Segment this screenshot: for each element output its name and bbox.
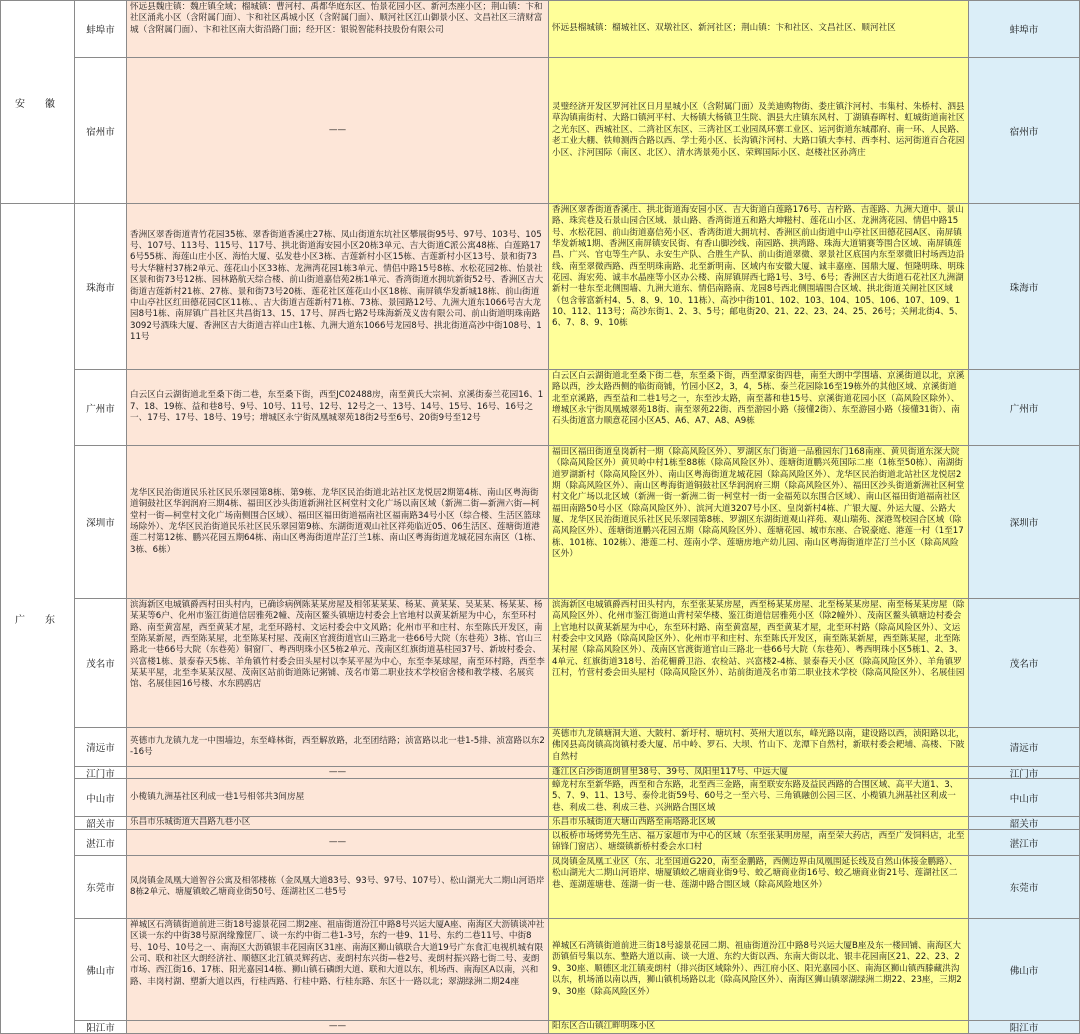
mid-risk-cell: 滨海新区电城镇爵西村田头村内，东至张某某房屋，西至杨某某房屋、北至杨某某房屋、南至杨某某房屋（除高风险区外）、化州市鉴江街道山背村荣华楼、鉴江街道信居雅苑小区（除2幢外）、茂南区鳌头镇塘边村委会上官地村以黄某新屋为中心，东至环村路、南至黄富屋，西至黄某才屋，北至环村路（除高风险区外）、文运村委会中文风路（除高风险区外）、化州市平和庄村、东至陈氏开发区，南至陈某新屋，西至陈某屋，北至陈某村屋（除高风险区外）、茂南区官渡街道官山三路北一巷66号大院（东巷苑）、粤西明珠小区5栋1、2、3、4单元、红旗街道318号、治花楣爵卫浴、农检站、兴富楼2-4栋、景泰春天小区（除高风险区外）、羊角镇罗江村，竹营村委会田头屋村（除高风险区外）、站前街道茂名市第二职业技术学校（除高风险区外）、名展佳园 [548,598,969,728]
city-cell [74,855,127,919]
mid-risk-text: 蓬江区白沙街道朗冒里38号、39号、凤阳里117号、中远大厦 [552,766,788,777]
high-risk-cell [126,829,549,856]
city-cell [74,0,127,58]
mid-risk-text: 灵璧经济开发区罗河社区日月星城小区（含附属门面）及美迪购物街、娄庄镇汴河村、韦集村、朱桥村、泗县草沟镇南街村、大路口镇河平村、大杨镇大杨镇卫生院、泗县大庄镇东风村、丁湖镇春晖村、虹城街道南社区之光东区、西城社区、二湾社区东区、三湾社区工业园凤环寨工业区、运河街道东城郡府、南一环、人民路、老工业大棚、铁帅测西合路以西、学士苑小区、长沟镇汴河村、大路口镇大李村、西李村、运河街道百合花园小区、汴河国际（南区、北区）、清水湾景苑小区、荣辉国际小区、赵楼社区孙湾庄 [552,102,965,158]
high-risk-cell [126,778,549,817]
mid-risk-cell: 香洲区翠香街道香溪庄、拱北街道海安园小区、吉大街道白莲路176号、吉柠路、吉莲路、九洲大道中、景山路、珠宾巷及石景山园合区域、景山路、香湾街道五和路大坤糍村、莲花山小区、龙洲湾花园、情侣中路15号、水松花园、前山街道嘉信苑小区、香湾街道大拥坑村、香洲区前山街道中山亭社区田德花园A区、南屏镇华发新城1期、香洲区南屏镇安民街、有香山脚沙线、南园路、拱湾路、珠海大道销赛等围合区域、南屏镇莲昌、广兴、官屯等生产队、永安生产队、合胜生产队、前山街道翠微、翠景社区底国内东至翠微旧村场西边沿线、南至翠微西路、西至明珠南路、北至新明南、区域内布安徽大厦、诚丰嘉座、国鼎大厦、恒隆明珠、明珠花园、海宏苑、诚丰水晶座等小区办公楼、南屏镇屏西七路1号、3号、6号；香洲区吉大街道石花社区九洲湖新村一巷东至北侧围墙、九洲大道东、情侣南路南、龙园8号西北侧围墙围合区域、拱北街道关闸社区区域（包含蓉富新村4、5、8、9、10、11栋）、高沙中街101、102、103、104、105、106、107、109、110、112、113号；高沙东街1、2、3、5号；邮电街20、21、22、23、24、25、26号；关闸北街4、5、6、7、8、9、10栋 [548,203,969,370]
city-cell-right [968,816,1080,830]
high-risk-text: 小榄镇九洲基社区利成一巷1号相邻共3间房屋 [130,791,305,802]
city-cell [74,918,127,1021]
mid-risk-text: 乐昌市乐城街道大塘山西路至南塔路北区域 [552,817,716,828]
city-label: 佛山市 [86,965,115,977]
city-cell-right [968,369,1080,446]
high-risk-cell: 怀远县魏庄镇：魏庄镇全域；榴城镇：曹河村、禹都华庭东区、怡景花园小区、新河杰座小区；荆山镇：卞和社区涌兆小区（含附属门面）、卞和社区禹城小区（含附属门面）、顺河社区江山御景小区、文昌社区三清财富城（含附属门面）、卞和社区南大街沿路门面；经开区：银锐智能科技股份有限公司 [126,0,549,58]
mid-risk-cell [548,0,969,58]
city-cell-right [968,0,1080,58]
mid-risk-cell [548,918,969,1021]
province-label: 安 徽 [15,98,60,110]
city-label: 茂名市 [86,659,115,670]
province-label: 广 东 [15,615,60,626]
city-cell-right [968,778,1080,817]
city-label: 江门市 [86,768,115,779]
city-cell [74,829,127,856]
city-label: 东莞市 [1009,883,1039,894]
mid-risk-text: 怀远县榴城镇：榴城社区、双墩社区、新河社区；荆山镇：卞和社区、文昌社区、顺河社区 [552,23,896,34]
city-cell-right [968,598,1080,728]
high-risk-cell [126,855,549,919]
city-label: 中山市 [1009,793,1039,805]
city-label: 广州市 [1009,403,1039,415]
mid-risk-cell: 凤岗镇金凤凰工业区（东、北至国道G220，南至金鹏路，西侧边界由凤凰围延长线及自然山体接金鹏路）、松山湖光大二期山河语岸、塘厦镇蛟乙塘商业街9号、蛟乙塘商业街16号、蛟乙塘商业街21号、莲湖社区二巷、莲湖莲塘巷、莲湖一街一巷、莲湖中路合围区域（除高风险地区外） [548,855,969,919]
city-label: 深圳市 [1009,518,1039,529]
city-label: 清远市 [1009,743,1039,754]
city-cell [74,727,127,767]
city-cell [74,598,127,728]
city-cell [74,1020,127,1034]
city-cell-right [968,57,1080,204]
high-risk-cell [126,369,549,446]
mid-risk-cell: 福田区福田街道皇岗新村一期（除高风险区外）、罗湖区东门街道一品雅园东门168南座、黄贝街道东深大院（除高风险区外）黄贝岭中村1栋至88栋（除高风险区外）、莲塘街道鹏兴苑国际二座（1栋至50栋）、南湖街道罗湖新村（除高风险区外）、南山区粤海街道龙城花园（除高风险区外）、龙华区民治街道北站社区龙悦居2期（除高风险区外）、南山区粤海街道铜鼓社区华润润府三期（除高风险区外）、福田区沙头街道新洲社区柯堂村文化广场以北区域（新洲一街一新洲二街一柯堂村一街一金福苑以东围合区域）、南山区福田街道福南社区福田南路50号小区（除高风险区外）、滨河大道3207号小区、皇岗新村4栋、广银大厦、外运大厦、公路大厦、龙华区民治街道民乐社区民乐翠园第8栋、罗湖区东湖街道观山祥苑、观山瑞苑、深港驾校园合区域（除高风险区外）、莲塘街道鹏兴花园五期（除高风险区外）、莲塘花园、城市东座、合锐豪庭、港莲一村（1至17栋、101栋、102栋）、港莲二村、莲南小学、莲塘房地产幼儿园、南山区粤海街道岸芷汀兰小区（除高风险区外） [548,445,969,599]
mid-risk-cell: 英德市九龙镇塘洞大道、大陂村、新圩村、塘坑村、英州大道以东，峰光路以南，建设路以西，浈阳路以北，佛冈县高岗镇高岗镇村委大厦、吊中岭、罗石、大坝、竹山下、龙潭下自然村，新联村委会耙埔、高楼、下陂自然村 [548,727,969,767]
city-cell [74,816,127,830]
high-risk-text: 英德市九龙镇九龙一中围墙边，东至峰林街，西至解放路，北至团结路；浈富路以北一巷1-5排、浈富路以东2-16号 [130,735,545,757]
mid-risk-cell [548,816,969,830]
city-label: 阳江市 [1009,1023,1039,1034]
city-label: 珠海市 [1009,282,1039,294]
city-label: 佛山市 [1009,965,1039,977]
high-risk-text: 香洲区翠香街道青竹花园35栋、翠香街道香溪庄27栋、凤山街道东坑社区攀展街95号、97号、103号、105号、107号、113号、115号、117号、拱北街道海安园小区20栋3单元、吉大街道C派公寓48栋、白莲路176号55栋、海莲山庄小区、海怡大厦、弘发巷小区3栋、吉莲新村小区15栋、吉莲新村小区13号、景和街73号大华糖村37栋2单元、莲花山小区33栋、龙洲湾花园1栋3单元、情侣中路15号8栋、水松花园2栋、怡景社区景和街73号12栋、园林路航天综合楼、前山街道嘉信苑2栋1单元、香湾街道水拥坑新街52号、香洲区吉大街道吉莲新村21栋、27栋、景和街73号20栋、莲花社区莲花山小区18栋、南屏镇华发新城18栋、前山街道中山亭社区红田德花园C区11栋、、吉大街道吉莲新村71栋、73栋、景园路12号、九洲大道东1066号吉大龙园8号1栋、南屏镇广昌社区共昌街13、15、17号、屏西七路2号珠海新茂义齿有限公司、前山街道明珠南路3092号酒珠大厦、香洲区吉大街道吉祥山庄1栋、九洲大道东1066号龙园8号、拱北街道高沙中街108号、111号 [130,229,544,342]
city-label: 韶关市 [86,819,115,830]
mid-risk-text: 禅城区石湾镇街道前进三街18号滤景花园二期、祖庙街道汾江中路8号兴运大厦B座及东一楼回铺、南海区大沥镇佰号集以东、整路大道以南、谈一大道、东约大街以西、东南大街以北、银丰花园南区21、22、23、29、30座、顺德区北江镇麦朗村（排兴街区域除外）、西江府小区、阳光嘉园小区、南海区狮山镇西滕藏洪沟以东，机场涌以南以西，狮山镇机场路以北（除高风险区外）、南海区狮山镇翠湖绿洲二期22、23座，三期29、30座（除高风险区外） [552,941,962,997]
high-risk-cell [126,203,549,370]
city-label: 宿州市 [1009,126,1039,138]
city-label: 江门市 [1009,768,1039,779]
city-label: 阳江市 [86,1023,115,1034]
high-risk-text: 凤岗镇金凤凰大道智谷公寓及相邻楼栋（金凤凰大道83号、93号、97号、107号）、松山湖光大二期山河语岸8栋2单元、塘厦镇蛟乙塘商业街50号、莲湖社区二巷5号 [130,875,545,897]
city-cell [74,203,127,370]
city-label: 清远市 [86,743,115,754]
city-label: 宿州市 [86,126,115,138]
city-cell [74,778,127,817]
mid-risk-cell: 以板桥市场烤势先生店、福万家超市为中心的区域（东至张某明房屋，南至荣大药店，西至广发饲料店，北至锦锋门窗店）、塘缀镇新桥村委会水口村 [548,829,969,856]
mid-risk-cell: 白云区白云湖街道北至桑下街二巷，东至桑下街，西至潭家街四巷，南至大朗中学围墙、京溪街道以北，京溪路以西，沙太路西侧的临街商铺，竹园小区2，3，4，5栋、泰兰花园除16至19栋外的其他区域、京溪街道北至京溪路，西至益和二巷1号之一，东至沙太路，南至蕃和巷15号、京溪街道花园小区（高风险区除外）、增城区永宁街凤凰城翠苑18街、南至翠苑22街、西至游园小路（接懂2街）、东至游园小路（接懂31街）、南石头街道富力顺意花园小区A5、A6、A7、A8、A9栋 [548,369,969,446]
city-label: 蚌埠市 [1009,25,1039,36]
high-risk-cell: 滨海新区电城镇爵西村田头村内，已确诊病例陈某某房屋及相邻某某某、杨某、黄某某、吴某某、杨某某、杨某某等6户、化州市鉴江街道信居雅苑2幢、茂南区鳌头镇塘边村委会上官地村以黄某新屋为中心，东至环村路、南至黄富屋，西至黄某才屋，北至环路村、文运村委会中文风路；化州市平和庄村、东至陈氏开发区，南至陈某新屋，西至陈某屋，北至陈某村屋、茂南区官渡街道官山三路北一巷66号大院（东巷苑）3栋、官山三路北一巷66号大院（东巷苑）铜窗厂、粤西明珠小区5栋2单元、茂南区红旗街道基柱园37号、新坡村委会、兴富楼1栋、景泰春天5栋、羊角镇竹村委会田头屋村以李某平屋为中心，东至李某球屋，南至环村路，西至李某某平屋，北至李某某汉屋、茂南区站前街道陈记粥铺、茂名市第二职业技术学校宿舍楼和教学楼、名展宾馆、名展佳园16号楼、水东鸥鸥店 [126,598,549,728]
city-cell-right [968,203,1080,370]
city-label: 深圳市 [86,518,115,529]
city-label: 茂名市 [1009,659,1039,670]
high-risk-cell [126,57,549,204]
city-label: 广州市 [86,403,115,415]
city-cell-right [968,918,1080,1021]
empty-dash: —— [328,124,347,135]
city-cell-right [968,855,1080,919]
high-risk-text: 龙华区民治街道民乐社区民乐翠园第8栋、第9栋、龙华区民治街道北站社区龙悦居2期第4栋、南山区粤海街道铜鼓社区华润润府三期4栋、福田区沙头街道新洲社区柯堂村文化广场以南区域（新洲二街—新洲六街—柯堂村一街—柯堂村文化广场南侧围合区域）、福田区福田街道福南社区福南路34号小区（综合楼、生活区篮球场除外）、龙华区民治街道民乐社区民乐翠园第9栋、东湖街道观山社区祥苑临近05、06生活区、莲塘街道港莲二村第12栋、鹏兴花园五期64栋、南山区粤海街道岸芷汀兰1栋、南山区粤海街道龙城花园东南区（1栋、3栋、6栋） [130,487,541,555]
city-cell-right [968,445,1080,599]
city-cell [74,57,127,204]
empty-dash: —— [328,1021,347,1032]
high-risk-cell [126,445,549,599]
high-risk-text: 白云区白云湖街道北至桑下街二巷，东至桑下街，西至JC02488房，南至黄氏大宗祠、京溪街泰兰花园16、17、18、19栋、益和巷8号、9号、10号、11号、12号、12号之一、13号、14号、15号、16号、16号之一、17号、17号、18号、19号；增城区永宁街凤凰城翠苑18街2号至6号、20街9号至12号 [130,390,544,424]
province-anhui [0,0,75,204]
high-risk-cell [126,1020,549,1034]
city-cell-right [968,727,1080,767]
mid-risk-cell: 蟑龙村东至新华路，西至和合东路，北至西三金路，南至联安东路及益民西路的合围区域、高平大道1、3、5、7、9、11、13号、泰伶北街59号、60号之一至六号、三角镇融创公园三区、小榄镇九洲基社区利成一巷、利成二巷、利成三巷、兴洲路合围区域 [548,778,969,817]
city-label: 湛江市 [1009,838,1039,850]
city-label: 东莞市 [86,883,115,894]
city-label: 中山市 [86,793,115,805]
city-cell-right [968,829,1080,856]
province-guangdong [0,203,75,1034]
high-risk-cell [126,816,549,830]
empty-dash: —— [328,836,347,847]
city-label: 珠海市 [86,282,115,294]
city-label: 韶关市 [1009,819,1039,830]
city-label: 湛江市 [86,838,115,850]
city-cell [74,445,127,599]
mid-risk-cell [548,1020,969,1034]
mid-risk-cell [548,57,969,204]
mid-risk-text: 阳东区合山镇江畔明珠小区 [552,1021,656,1032]
city-cell-right [968,1020,1080,1034]
city-cell [74,369,127,446]
empty-dash: —— [328,766,347,777]
high-risk-text: 乐昌市乐城街道大昌路九巷小区 [130,817,251,828]
high-risk-cell [126,727,549,767]
high-risk-cell: 禅城区石湾镇街道前进三街18号滤景花园二期2座、祖庙街道汾江中路8号兴运大厦A座、南海区大沥镇谈冲社区谈一东约中街38号原润缘豫筐厂、谈一东约中街二巷1-3号，东约一巷9、11号、东约二巷11号、中街8号、10号、10号之一、南海区大沥镇银丰花园南区31座、南海区狮山镇联合大道19号广东食汇电视机城有限公司、联和社区大朗经济社、顺德区北江镇灵辉药店、麦朗村东兴街—巷2号、麦朗村振兴路七街二号、麦朗市场、西江街16、17栋、阳光嘉园14栋、狮山镇石磷朗大道、联和大道以东，机场西、南海区A以南，兴和路、丰岗村湖、塑新大道以西，行桂西路、行桂中路、行桂东路、东区十一路以北；翠湖绿洲二期24座 [126,918,549,1021]
city-label: 蚌埠市 [86,25,115,36]
